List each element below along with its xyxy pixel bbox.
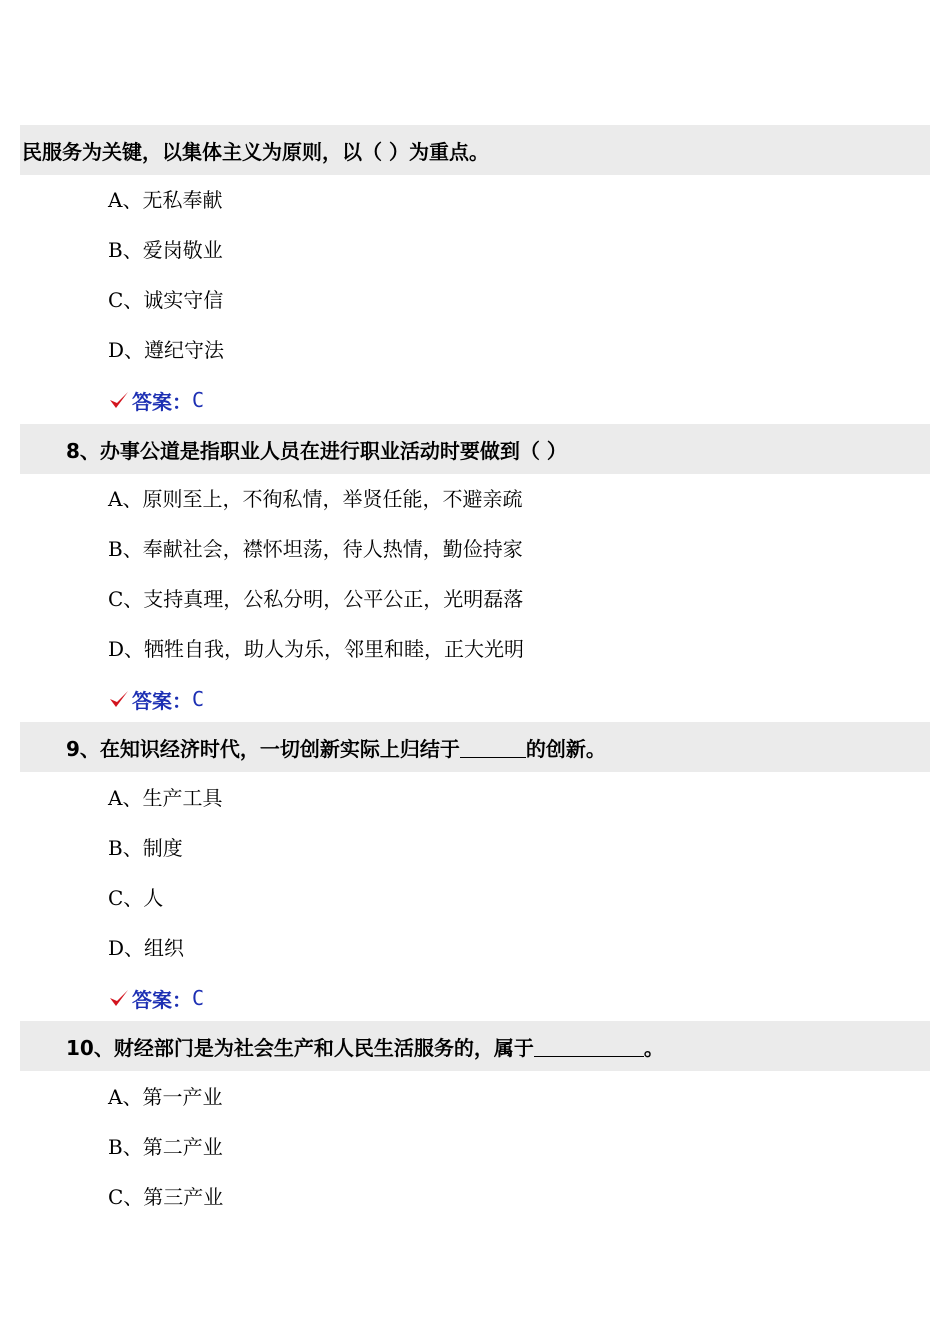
q10-option-a: A、第一产业: [108, 1085, 223, 1109]
answer-value: C: [192, 687, 205, 711]
q10-option-c: C、第三产业: [108, 1185, 224, 1209]
question-8-text: 8、办事公道是指职业人员在进行职业活动时要做到（ ）: [20, 424, 930, 474]
answer-label: 答案：: [132, 987, 192, 1012]
q8-option-d: D、牺牲自我，助人为乐，邻里和睦，正大光明: [108, 637, 525, 661]
q7-option-d: D、遵纪守法: [108, 338, 225, 362]
q9-answer: [108, 984, 204, 1012]
answer-label: 答案：: [132, 688, 192, 713]
question-7-text: 民服务为关键，以集体主义为原则，以（ ）为重点。: [20, 125, 930, 175]
answer-value: C: [192, 986, 205, 1010]
q7-option-c: C、诚实守信: [108, 288, 224, 312]
question-9-text: 9、在知识经济时代，一切创新实际上归结于 的创新。: [20, 722, 930, 772]
q9-option-c: C、人: [108, 886, 164, 910]
q9-option-a: A、生产工具: [108, 786, 223, 810]
q8-option-a: A、原则至上，不徇私情，举贤任能，不避亲疏: [108, 487, 523, 511]
q9-option-b: B、制度: [108, 836, 183, 860]
answer-value: C: [192, 388, 205, 412]
q8-option-c: C、支持真理，公私分明，公平公正，光明磊落: [108, 587, 524, 611]
check-icon: [108, 688, 130, 710]
q8-answer: [108, 685, 204, 713]
answer-blank: [534, 1036, 644, 1057]
check-icon: [108, 987, 130, 1009]
q7-option-a: A、无私奉献: [108, 188, 223, 212]
answer-label: 答案：: [132, 389, 192, 414]
check-icon: [108, 389, 130, 411]
q8-option-b: B、奉献社会，襟怀坦荡，待人热情，勤俭持家: [108, 537, 523, 561]
q9-option-d: D、组织: [108, 936, 185, 960]
answer-blank: [460, 737, 526, 758]
question-10-text: 10、财经部门是为社会生产和人民生活服务的，属于 。: [20, 1021, 930, 1071]
q7-answer: [108, 386, 204, 414]
q10-option-b: B、第二产业: [108, 1135, 223, 1159]
q7-option-b: B、爱岗敬业: [108, 238, 223, 262]
